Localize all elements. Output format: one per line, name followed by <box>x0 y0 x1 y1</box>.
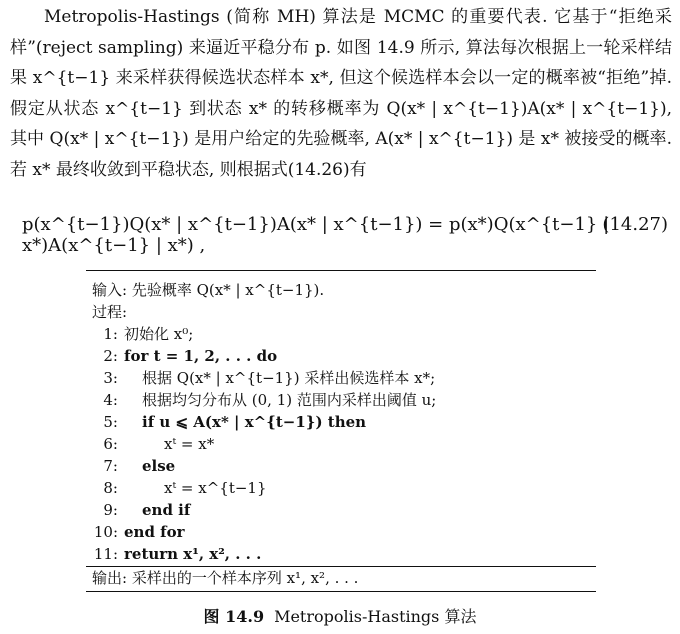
line-text: for t = 1, 2, . . . do <box>124 347 278 365</box>
algo-line <box>92 433 602 455</box>
line-number: 11: <box>93 545 118 563</box>
line-number: 10: <box>93 523 118 541</box>
line-number: 1: <box>103 325 118 343</box>
algo-process-label: 过程: <box>92 303 128 321</box>
equation-text: p(x^{t−1})Q(x* | x^{t−1})A(x* | x^{t−1}) = p(x*)Q(x^{t−1} | x*)A(x^{t−1} | x*) , <box>22 214 610 256</box>
equation-number: (14.27) <box>602 214 668 235</box>
line-number: 2: <box>103 347 118 365</box>
algo-line <box>92 323 602 345</box>
algo-line <box>92 411 602 433</box>
line-number: 6: <box>103 435 118 453</box>
line-text: 根据 Q(x* | x^{t−1}) 采样出候选样本 x*; <box>142 369 436 387</box>
line-text: end if <box>142 501 191 519</box>
line-text: xᵗ = x* <box>164 435 215 453</box>
figure-caption <box>0 604 680 627</box>
body-paragraph <box>10 2 672 185</box>
equation-14-27 <box>0 214 680 256</box>
algo-line <box>92 477 602 499</box>
line-number: 3: <box>103 369 118 387</box>
paragraph-text: Metropolis-Hastings (简称 MH) 算法是 MCMC 的重要代表. 它基于“拒绝采样”(reject sampling) 来逼近平稳分布 p. 如图 14.9 所示, 算法每次根据上一轮采样结果 x^{t−1} 来采样获得候选状态样本 x*, 但这个候选样本会以一定的概率被“拒绝”掉. 假定从状态 x^{t−1} 到状态 x* 的转移概率为 Q(x* | x^{t−1})A(x* | x^{t−1}), 其中 Q(x* | x^{t−1}) 是用户给定的先验概率, A(x* | x^{t−1}) 是 x* 被接受的概率. 若 x* 最终收敛到平稳状态, 则根据式(14.26)有 <box>10 7 672 180</box>
line-number: 8: <box>103 479 118 497</box>
line-text: return x¹, x², . . . <box>124 545 262 563</box>
line-text: xᵗ = x^{t−1} <box>164 479 267 497</box>
algo-line <box>92 499 602 521</box>
line-number: 4: <box>103 391 118 409</box>
algo-line <box>92 345 602 367</box>
algorithm-box <box>86 270 596 592</box>
figure-title: Metropolis-Hastings 算法 <box>274 607 477 626</box>
line-number: 5: <box>103 413 118 431</box>
algo-line <box>92 389 602 411</box>
algo-input: 输入: 先验概率 Q(x* | x^{t−1}). <box>92 281 325 299</box>
algo-line <box>92 543 602 565</box>
line-text: 根据均匀分布从 (0, 1) 范围内采样出阈值 u; <box>142 391 437 409</box>
line-text: 初始化 x⁰; <box>124 325 194 343</box>
figure-number: 图 14.9 <box>203 607 265 626</box>
line-number: 9: <box>103 501 118 519</box>
algo-line <box>92 367 602 389</box>
algo-output: 输出: 采样出的一个样本序列 x¹, x², . . . <box>92 569 359 587</box>
line-text: end for <box>124 523 185 541</box>
line-text: if u ⩽ A(x* | x^{t−1}) then <box>142 413 367 431</box>
algo-line <box>92 455 602 477</box>
line-number: 7: <box>103 457 118 475</box>
algo-line <box>92 521 602 543</box>
line-text: else <box>142 457 176 475</box>
